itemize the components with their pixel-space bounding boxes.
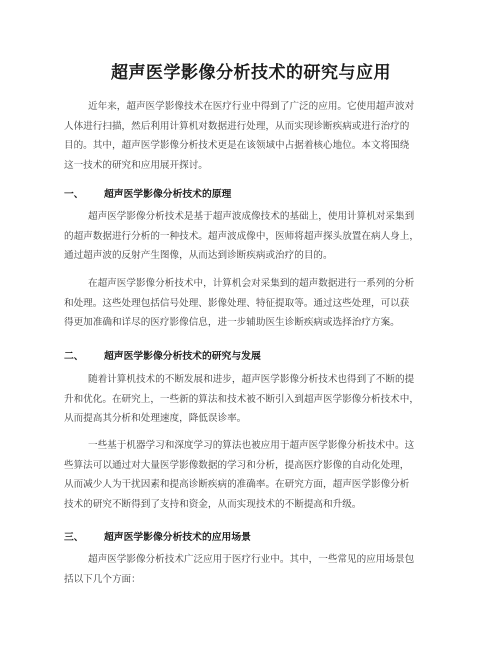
- paragraph-line: 一些基于机器学习和深度学习的算法也被应用于超声医学影像分析技术中。这: [88, 440, 415, 451]
- section-heading-3: [64, 529, 251, 543]
- paragraph-line: 和处理。这些处理包括信号处理、影像处理、特征提取等。通过这些处理，可以获: [64, 297, 410, 309]
- section-heading-2: [64, 348, 261, 362]
- section-heading-text: 超声医学影像分析技术的原理: [104, 189, 232, 200]
- paragraph-line: 些算法可以通过对大量医学影像数据的学习和分析，提高医疗影像的自动化处理，: [64, 459, 410, 471]
- section-2-paragraph-1: [64, 370, 444, 429]
- paragraph-line: 通过超声波的反射产生图像，从而达到诊断疾病或治疗的目的。: [64, 250, 333, 261]
- paragraph-line: 这一技术的研究和应用展开探讨。: [64, 159, 208, 171]
- paragraph-line: 超声医学影像分析技术是基于超声波成像技术的基础上，使用计算机对采集到: [88, 211, 415, 222]
- paragraph-line: 技术的研究不断得到了支持和资金，从而实现技术的不断提高和升级。: [64, 498, 362, 510]
- page-title: 超声医学影像分析技术的研究与应用: [111, 63, 391, 83]
- intro-paragraph: [64, 97, 444, 175]
- paragraph-line: 在超声医学影像分析技术中，计算机会对采集到的超声数据进行一系列的分析: [88, 278, 415, 289]
- section-2-paragraph-2: [64, 436, 444, 514]
- paragraph-line: 括以下几个方面：: [64, 573, 141, 585]
- section-1-paragraph-1: [64, 207, 444, 266]
- paragraph-line: 随着计算机技术的不断发展和进步，超声医学影像分析技术也得到了不断的提: [88, 374, 415, 385]
- section-heading-1: [64, 186, 231, 200]
- section-number: 二、: [64, 351, 84, 362]
- paragraph-line: 的超声数据进行分析的一种技术。超声波成像中，医师将超声探头放置在病人身上，: [64, 230, 419, 242]
- section-1-paragraph-2: [64, 274, 444, 333]
- section-number: 一、: [64, 189, 84, 200]
- paragraph-line: 目的。其中，超声医学影像分析技术更是在该领域中占据着核心地位。本文将围绕: [64, 140, 410, 151]
- paragraph-line: 超声医学影像分析技术广泛应用于医疗行业中。其中，一些常见的应用场景包: [88, 554, 415, 565]
- section-number: 三、: [64, 532, 84, 543]
- paragraph-line: 升和优化。在研究上，一些新的算法和技术被不断引入到超声医学影像分析技术中，: [64, 393, 419, 405]
- section-heading-text: 超声医学影像分析技术的研究与发展: [104, 351, 261, 362]
- section-3-paragraph-1: [64, 550, 444, 589]
- paragraph-line: 从而提高其分析和处理速度，降低误诊率。: [64, 413, 247, 424]
- paragraph-line: 人体进行扫描，然后利用计算机对数据进行处理，从而实现诊断疾病或进行治疗的: [64, 120, 410, 132]
- paragraph-line: 从而减少人为干扰因素和提高诊断疾病的准确率。在研究方面，超声医学影像分析: [64, 479, 410, 490]
- section-heading-text: 超声医学影像分析技术的应用场景: [104, 532, 251, 543]
- paragraph-line: 得更加准确和详尽的医疗影像信息，进一步辅助医生诊断疾病或选择治疗方案。: [64, 317, 400, 328]
- paragraph-line: 近年来，超声医学影像技术在医疗行业中得到了广泛的应用。它使用超声波对: [88, 101, 415, 112]
